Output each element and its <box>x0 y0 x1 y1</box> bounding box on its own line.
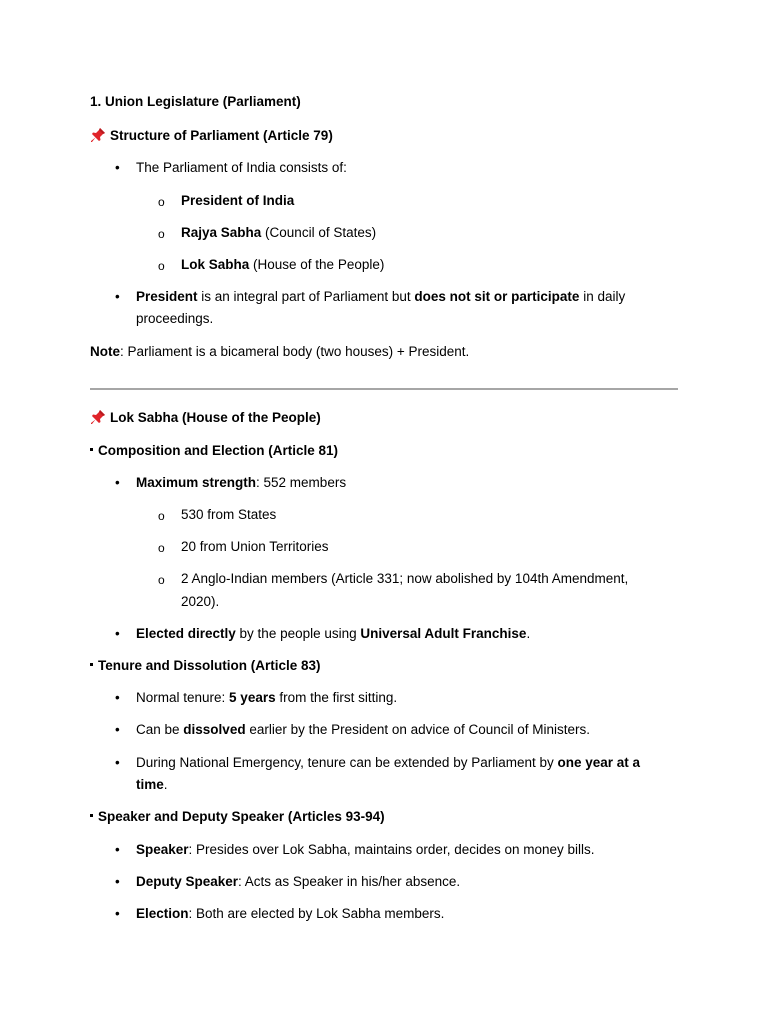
list-item: Rajya Sabha (Council of States) <box>181 225 377 240</box>
subheading-composition: Composition and Election (Article 81) <box>90 440 338 462</box>
circle-bullet-glyph: o <box>158 509 165 523</box>
section-heading-lok-sabha <box>90 407 321 429</box>
bullet-glyph: • <box>115 906 120 921</box>
bullet-glyph: • <box>115 289 120 304</box>
square-bullet-icon <box>90 814 93 817</box>
list-item: President is an integral part of Parliament but does not sit or participate in daily <box>136 289 626 304</box>
subheading-speaker: Speaker and Deputy Speaker (Articles 93-94) <box>90 806 385 828</box>
list-item-continuation: 2020). <box>181 594 220 609</box>
square-bullet-icon <box>90 448 93 451</box>
subheading-tenure: Tenure and Dissolution (Article 83) <box>90 655 321 677</box>
list-item: Elected directly by the people using Universal Adult Franchise. <box>136 626 531 641</box>
bullet-glyph: • <box>115 475 120 490</box>
list-item: During National Emergency, tenure can be extended by Parliament by one year at a <box>136 755 641 770</box>
list-item: Can be dissolved earlier by the President on advice of Council of Ministers. <box>136 722 590 737</box>
list-item: 530 from States <box>181 507 277 522</box>
circle-bullet-glyph: o <box>158 259 165 273</box>
list-item: 2 Anglo-Indian members (Article 331; now abolished by 104th Amendment, <box>181 571 629 586</box>
section-title: Structure of Parliament (Article 79) <box>110 128 333 143</box>
section-heading-structure <box>90 125 333 147</box>
bullet-glyph: • <box>115 755 120 770</box>
circle-bullet-glyph: o <box>158 573 165 587</box>
list-item: 20 from Union Territories <box>181 539 329 554</box>
list-item: Maximum strength: 552 members <box>136 475 347 490</box>
list-item: Lok Sabha (House of the People) <box>181 257 385 272</box>
section-title: Lok Sabha (House of the People) <box>110 410 321 425</box>
bullet-glyph: • <box>115 690 120 705</box>
list-item: The Parliament of India consists of: <box>136 160 347 175</box>
circle-bullet-glyph: o <box>158 195 165 209</box>
list-item: Deputy Speaker: Acts as Speaker in his/her absence. <box>136 874 461 889</box>
bullet-glyph: • <box>115 874 120 889</box>
horizontal-rule <box>90 388 678 390</box>
circle-bullet-glyph: o <box>158 541 165 555</box>
main-heading: 1. Union Legislature (Parliament) <box>90 94 301 109</box>
list-item-continuation: proceedings. <box>136 311 214 326</box>
bullet-glyph: • <box>115 626 120 641</box>
circle-bullet-glyph: o <box>158 227 165 241</box>
bullet-glyph: • <box>115 160 120 175</box>
list-item: President of India <box>181 193 295 208</box>
list-item: Election: Both are elected by Lok Sabha members. <box>136 906 445 921</box>
list-item: Speaker: Presides over Lok Sabha, maintains order, decides on money bills. <box>136 842 595 857</box>
pushpin-icon <box>90 406 110 428</box>
list-item: Normal tenure: 5 years from the first sitting. <box>136 690 398 705</box>
pushpin-icon <box>90 124 110 146</box>
note-paragraph: Note: Parliament is a bicameral body (two houses) + President. <box>90 344 470 359</box>
bullet-glyph: • <box>115 722 120 737</box>
square-bullet-icon <box>90 663 93 666</box>
list-item-continuation: time. <box>136 777 168 792</box>
bullet-glyph: • <box>115 842 120 857</box>
